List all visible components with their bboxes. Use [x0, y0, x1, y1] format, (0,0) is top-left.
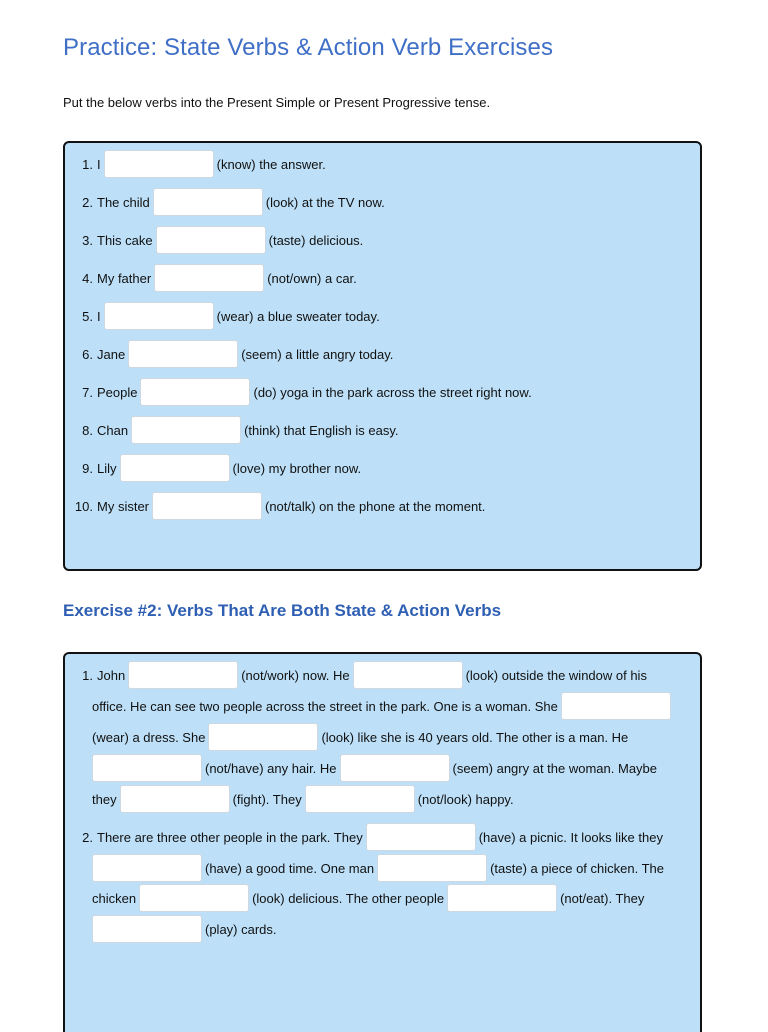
exercise-2-heading: Exercise #2: Verbs That Are Both State & Action Verbs: [63, 601, 502, 620]
item-suffix: (think) that English is easy.: [244, 422, 399, 438]
item-suffix: (know) the answer.: [216, 156, 326, 172]
answer-input[interactable]: [353, 661, 463, 689]
paragraph-2-line-2: [89, 853, 664, 883]
answer-input[interactable]: [154, 264, 264, 292]
text-segment: (not/eat). They: [560, 890, 645, 906]
answer-input[interactable]: [447, 884, 557, 912]
answer-input[interactable]: [92, 854, 202, 882]
page-title: Practice: State Verbs & Action Verb Exercises: [63, 34, 554, 61]
item-number: 6.: [82, 346, 93, 362]
item-prefix: Lily: [97, 460, 117, 476]
exercise-1-item: [71, 149, 326, 179]
text-segment: (not/work) now. He: [241, 667, 350, 683]
item-prefix: My sister: [97, 498, 149, 514]
item-prefix: I: [97, 156, 101, 172]
item-number: 1.: [82, 156, 93, 172]
item-prefix: This cake: [97, 232, 153, 248]
text-segment: (look) like she is 40 years old. The other is a man. He: [321, 729, 629, 745]
answer-input[interactable]: [208, 723, 318, 751]
answer-input[interactable]: [140, 378, 250, 406]
item-number: 3.: [82, 232, 93, 248]
text-segment: (not/look) happy.: [417, 791, 514, 807]
text-segment: they: [92, 791, 117, 807]
answer-input[interactable]: [340, 754, 450, 782]
answer-input[interactable]: [120, 785, 230, 813]
item-number: 8.: [82, 422, 93, 438]
item-number: 1.: [82, 667, 93, 683]
item-prefix: My father: [97, 270, 152, 286]
paragraph-1-line-3: [92, 722, 628, 752]
item-number: 9.: [82, 460, 93, 476]
paragraph-2-line-4: [89, 914, 277, 944]
item-prefix: Chan: [97, 422, 129, 438]
paragraph-2-line-1: [71, 822, 663, 852]
item-number: 4.: [82, 270, 93, 286]
paragraph-2-line-3: [92, 883, 644, 913]
text-segment: There are three other people in the park. They: [97, 829, 363, 845]
exercise-1-item: [71, 453, 361, 483]
item-number: 7.: [82, 384, 93, 400]
item-number: 2.: [82, 194, 93, 210]
item-suffix: (look) at the TV now.: [265, 194, 385, 210]
instructions: Put the below verbs into the Present Simple or Present Progressive tense.: [63, 95, 491, 110]
answer-input[interactable]: [128, 340, 238, 368]
item-suffix: (wear) a blue sweater today.: [216, 308, 380, 324]
item-prefix: I: [97, 308, 101, 324]
item-prefix: Jane: [97, 346, 126, 362]
answer-input[interactable]: [92, 915, 202, 943]
answer-input[interactable]: [120, 454, 230, 482]
text-segment: (taste) a piece of chicken. The: [490, 860, 665, 876]
text-segment: (play) cards.: [205, 921, 277, 937]
answer-input[interactable]: [139, 884, 249, 912]
item-suffix: (seem) a little angry today.: [241, 346, 394, 362]
text-segment: John: [97, 667, 126, 683]
item-number: 10.: [74, 498, 93, 514]
paragraph-1-line-2: [92, 691, 674, 721]
exercise-1-item: [71, 263, 357, 293]
text-segment: (seem) angry at the woman. Maybe: [452, 760, 658, 776]
answer-input[interactable]: [104, 150, 214, 178]
item-number: 5.: [82, 308, 93, 324]
exercise-1-item: [71, 415, 398, 445]
text-segment: chicken: [92, 890, 137, 906]
exercise-1-item: [71, 187, 385, 217]
text-segment: (look) outside the window of his: [465, 667, 647, 683]
item-prefix: People: [97, 384, 138, 400]
answer-input[interactable]: [128, 661, 238, 689]
text-segment: (wear) a dress. She: [92, 729, 206, 745]
item-prefix: The child: [97, 194, 150, 210]
answer-input[interactable]: [561, 692, 671, 720]
answer-input[interactable]: [152, 492, 262, 520]
text-segment: (not/have) any hair. He: [205, 760, 337, 776]
answer-input[interactable]: [305, 785, 415, 813]
text-segment: (have) a picnic. It looks like they: [478, 829, 663, 845]
exercise-1-box: [63, 141, 702, 571]
answer-input[interactable]: [104, 302, 214, 330]
item-suffix: (do) yoga in the park across the street right now.: [253, 384, 532, 400]
paragraph-1-line-1: [71, 660, 647, 690]
paragraph-1-line-4: [89, 753, 657, 783]
text-segment: (have) a good time. One man: [205, 860, 375, 876]
exercise-1-item: [71, 225, 363, 255]
item-suffix: (not/own) a car.: [267, 270, 357, 286]
answer-input[interactable]: [153, 188, 263, 216]
text-segment: office. He can see two people across the street in the park. One is a woman. She: [92, 698, 558, 714]
text-segment: (look) delicious. The other people: [252, 890, 445, 906]
answer-input[interactable]: [377, 854, 487, 882]
item-suffix: (taste) delicious.: [268, 232, 364, 248]
paragraph-1-line-5: [92, 784, 514, 814]
item-number: 2.: [82, 829, 93, 845]
exercise-2-box: [63, 652, 702, 1032]
exercise-1-item: [71, 377, 532, 407]
item-suffix: (not/talk) on the phone at the moment.: [265, 498, 486, 514]
answer-input[interactable]: [156, 226, 266, 254]
item-suffix: (love) my brother now.: [232, 460, 362, 476]
answer-input[interactable]: [366, 823, 476, 851]
text-segment: (fight). They: [232, 791, 302, 807]
exercise-1-item: [71, 301, 380, 331]
answer-input[interactable]: [131, 416, 241, 444]
exercise-1-item: [71, 339, 393, 369]
answer-input[interactable]: [92, 754, 202, 782]
exercise-1-item: [71, 491, 485, 521]
